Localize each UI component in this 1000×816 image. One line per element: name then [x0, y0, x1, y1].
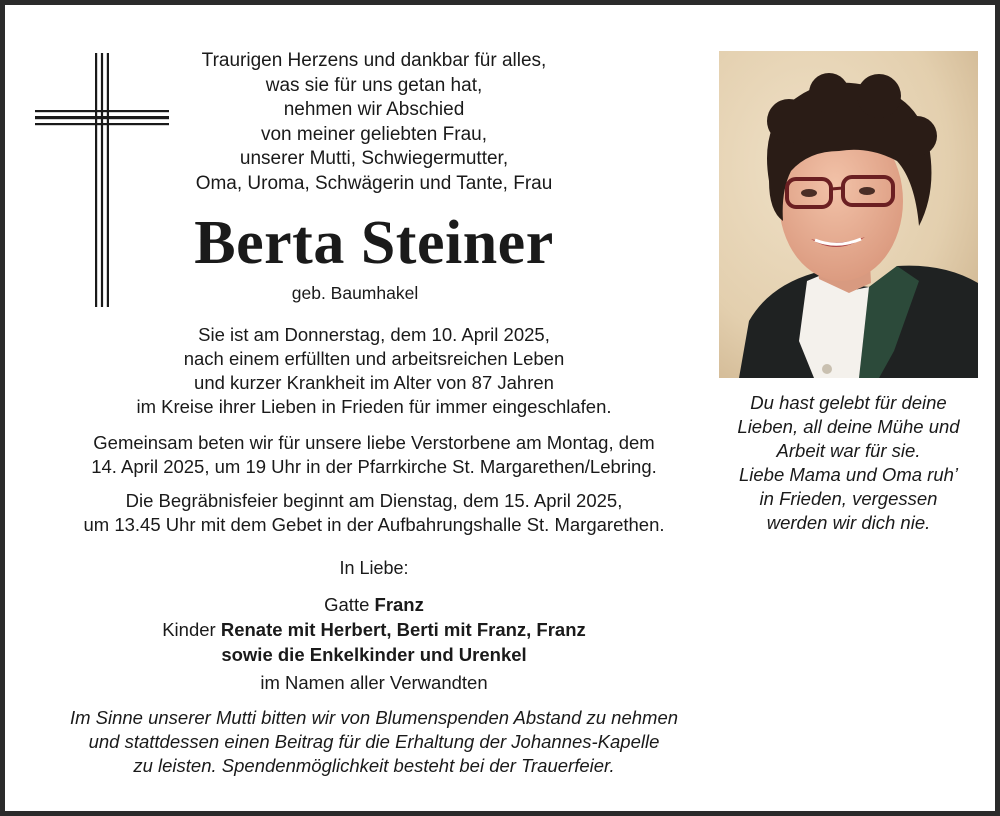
deceased-name: Berta Steiner	[194, 209, 554, 277]
death-notice-line: Sie ist am Donnerstag, dem 10. April 2025,	[198, 324, 550, 345]
donation-line: Im Sinne unserer Mutti bitten wir von Blumenspenden Abstand zu nehmen	[69, 707, 679, 728]
funeral-line: um 13.45 Uhr mit dem Gebet in der Aufbahrungshalle St. Margarethen.	[83, 514, 665, 535]
donation-line: und stattdessen einen Beitrag für die Erhaltung der Johannes-Kapelle	[88, 731, 660, 752]
children-names: Renate mit Herbert, Berti mit Franz, Franz	[220, 619, 586, 640]
intro-line: Traurigen Herzens und dankbar für alles,	[201, 50, 547, 71]
funeral-notice	[35, 489, 713, 537]
donation-note	[35, 706, 713, 778]
quote-line: Lieben, all deine Mühe und	[737, 416, 960, 437]
grandchildren-line	[35, 642, 713, 667]
children-prefix: Kinder	[162, 619, 221, 640]
death-notice	[35, 323, 713, 419]
quote-line: werden wir dich nie.	[766, 512, 931, 533]
memorial-quote	[719, 391, 978, 535]
intro-line: von meiner geliebten Frau,	[260, 123, 487, 145]
death-notice-line: und kurzer Krankheit im Alter von 87 Jahren	[194, 372, 554, 393]
death-notice-line: im Kreise ihrer Lieben in Frieden für immer eingeschlafen.	[136, 396, 612, 417]
quote-line: Liebe Mama und Oma ruh’	[738, 464, 959, 485]
prayer-notice	[35, 431, 713, 479]
funeral-line: Die Begräbnisfeier beginnt am Dienstag, dem 15. April 2025,	[125, 490, 623, 511]
intro-line: Oma, Uroma, Schwägerin und Tante, Frau	[195, 172, 553, 194]
quote-line: Du hast gelebt für deine	[750, 392, 947, 413]
portrait-photo	[719, 51, 978, 378]
children-line	[35, 617, 713, 642]
in-love-label: In Liebe:	[339, 558, 409, 578]
death-notice-line: nach einem erfüllten und arbeitsreichen Leben	[183, 348, 565, 369]
grandchildren: sowie die Enkelkinder und Urenkel	[221, 644, 527, 665]
husband-line	[35, 592, 713, 617]
intro-line: was sie für uns getan hat,	[265, 74, 483, 96]
relatives-line: im Namen aller Verwandten	[260, 672, 488, 693]
birth-name: geb. Baumhakel	[291, 283, 419, 303]
intro-line: nehmen wir Abschied	[283, 99, 465, 120]
husband-name: Franz	[374, 594, 424, 615]
intro-text	[35, 49, 713, 196]
husband-prefix: Gatte	[324, 594, 375, 615]
prayer-line: Gemeinsam beten wir für unsere liebe Verstorbene am Montag, dem	[93, 432, 655, 453]
obituary-card	[5, 5, 995, 811]
donation-line: zu leisten. Spendenmöglichkeit besteht bei der Trauerfeier.	[133, 755, 615, 776]
prayer-line: 14. April 2025, um 19 Uhr in der Pfarrkirche St. Margarethen/Lebring.	[91, 456, 657, 477]
family-list	[35, 592, 713, 667]
quote-line: in Frieden, vergessen	[759, 488, 938, 509]
quote-line: Arbeit war für sie.	[776, 440, 921, 461]
intro-line: unserer Mutti, Schwiegermutter,	[239, 148, 509, 169]
